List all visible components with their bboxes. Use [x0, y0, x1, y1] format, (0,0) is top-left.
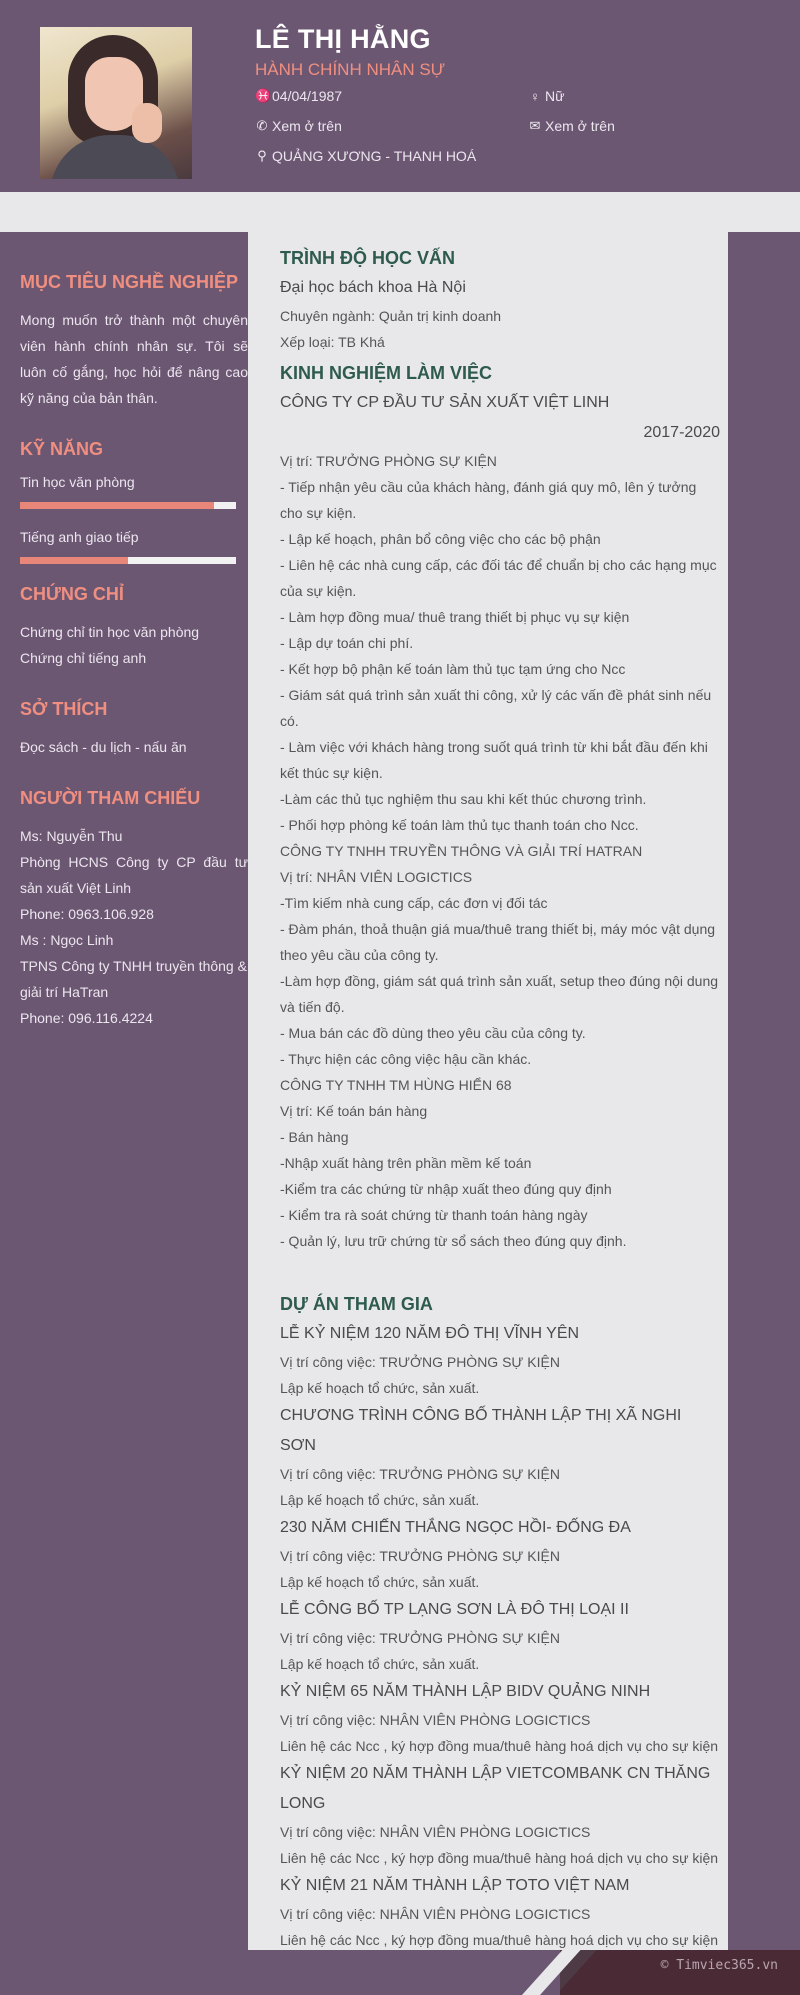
- gender-info: [528, 88, 564, 104]
- cv-header: [0, 0, 800, 192]
- experience-line: - Giám sát quá trình sản xuất thi công, xử lý các vấn đề phát sinh nếu có.: [280, 687, 712, 729]
- envelope-icon: ✉: [529, 118, 541, 133]
- experience-company: CÔNG TY CP ĐẦU TƯ SẢN XUẤT VIỆT LINH: [280, 394, 610, 411]
- watermark-text: © Timviec365.vn: [660, 1958, 778, 1973]
- project-item: [280, 1401, 720, 1513]
- project-item: [280, 1677, 720, 1759]
- experience-line: - Bán hàng: [280, 1129, 349, 1145]
- experience-line: - Lập kế hoạch, phân bổ công việc cho các bộ phận: [280, 531, 601, 547]
- skill-bar: [20, 502, 236, 509]
- project-position: Vị trí công việc: TRƯỞNG PHÒNG SỰ KIỆN: [280, 1466, 560, 1482]
- skill-bar: [20, 557, 236, 564]
- address-info: [255, 148, 476, 164]
- experience-line: - Tiếp nhận yêu cầu của khách hàng, đánh giá quy mô, lên ý tưởng cho sự kiện.: [280, 479, 697, 521]
- footer-left-panel: [0, 1950, 560, 1995]
- dob-info: [255, 88, 342, 104]
- address-value: QUẢNG XƯƠNG - THANH HOÁ: [272, 148, 477, 164]
- project-item: [280, 1513, 720, 1595]
- map-pin-icon: ⚲: [257, 148, 267, 163]
- female-icon: ♀: [530, 88, 540, 104]
- experience-line: -Tìm kiếm nhà cung cấp, các đơn vị đối tác: [280, 895, 548, 911]
- experience-line: - Kiểm tra rà soát chứng từ thanh toán hàng ngày: [280, 1207, 588, 1223]
- phone-value: Xem ở trên: [272, 118, 342, 134]
- experience-line: CÔNG TY TNHH TM HÙNG HIỂN 68: [280, 1077, 512, 1093]
- dob-value: 04/04/1987: [272, 88, 343, 104]
- project-task: Lập kế hoạch tổ chức, sản xuất.: [280, 1656, 480, 1672]
- experience-line: Vị trí: TRƯỞNG PHÒNG SỰ KIỆN: [280, 453, 497, 469]
- project-position: Vị trí công việc: TRƯỞNG PHÒNG SỰ KIỆN: [280, 1630, 560, 1646]
- experience-line: - Lập dự toán chi phí.: [280, 635, 414, 651]
- experience-line: -Kiểm tra các chứng từ nhập xuất theo đúng quy định: [280, 1181, 612, 1197]
- skill-label: Tin học văn phòng: [20, 474, 135, 490]
- project-task: Liên hệ các Ncc , ký hợp đồng mua/thuê hàng hoá dịch vụ cho sự kiện: [280, 1738, 719, 1754]
- reference-line: Phone: 096.116.4224: [20, 1010, 153, 1026]
- experience-line: Vị trí: Kế toán bán hàng: [280, 1103, 428, 1119]
- experience-line: -Làm hợp đồng, giám sát quá trình sản xuất, setup theo đúng nội dung và tiến độ.: [280, 973, 719, 1015]
- cv-footer: [0, 1950, 800, 1995]
- certificate-item: Chứng chỉ tiếng anh: [20, 650, 147, 666]
- hobbies-text: Đọc sách - du lịch - nấu ăn: [20, 739, 187, 755]
- experience-line: - Liên hệ các nhà cung cấp, các đối tác để chuẩn bị cho các hạng mục của sự kiện.: [280, 557, 717, 599]
- experience-line: -Nhập xuất hàng trên phần mềm kế toán: [280, 1155, 532, 1171]
- hobbies-title: SỞ THÍCH: [20, 699, 108, 719]
- project-task: Liên hệ các Ncc , ký hợp đồng mua/thuê hàng hoá dịch vụ cho sự kiện: [280, 1932, 719, 1948]
- education-major: Chuyên ngành: Quản trị kinh doanh: [280, 308, 502, 324]
- experience-line: - Làm việc với khách hàng trong suốt quá trình từ khi bắt đầu đến khi kết thúc sự kiện.: [280, 739, 708, 781]
- education-title: TRÌNH ĐỘ HỌC VẤN: [280, 248, 455, 268]
- reference-line: Ms : Ngọc Linh: [20, 932, 114, 948]
- education-school: Đại học bách khoa Hà Nội: [280, 279, 466, 296]
- project-name: 230 NĂM CHIẾN THẮNG NGỌC HỒI- ĐỐNG ĐA: [280, 1519, 631, 1536]
- project-position: Vị trí công việc: TRƯỞNG PHÒNG SỰ KIỆN: [280, 1548, 560, 1564]
- project-position: Vị trí công việc: TRƯỞNG PHÒNG SỰ KIỆN: [280, 1354, 560, 1370]
- project-name: LỄ KỶ NIỆM 120 NĂM ĐÔ THỊ VĨNH YÊN: [280, 1325, 580, 1342]
- birthday-cake-icon: ♓: [255, 88, 272, 103]
- objective-text: Mong muốn trở thành một chuyên viên hành chính nhân sự. Tôi sẽ luôn cố gắng, học hỏi để nâng cao kỹ năng của bản thân.: [20, 312, 248, 406]
- reference-line: Phone: 0963.106.928: [20, 906, 154, 922]
- reference-line: TPNS Công ty TNHH truyền thông & giải trí HaTran: [20, 958, 247, 1000]
- education-grade: Xếp loại: TB Khá: [280, 334, 385, 350]
- skill-fill: [20, 502, 214, 509]
- experience-period: 2017-2020: [643, 424, 720, 441]
- project-task: Liên hệ các Ncc , ký hợp đồng mua/thuê hàng hoá dịch vụ cho sự kiện: [280, 1850, 719, 1866]
- email-info: [528, 118, 615, 134]
- project-task: Lập kế hoạch tổ chức, sản xuất.: [280, 1380, 480, 1396]
- projects-title: DỰ ÁN THAM GIA: [280, 1294, 433, 1314]
- experience-line: - Đàm phán, thoả thuận giá mua/thuê trang thiết bị, máy móc vật dụng theo yêu cầu của công ty.: [280, 921, 716, 963]
- objective-title: MỤC TIÊU NGHỀ NGHIỆP: [20, 272, 239, 292]
- experience-line: - Thực hiện các công việc hậu cần khác.: [280, 1051, 532, 1067]
- candidate-name: LÊ THỊ HẰNG: [255, 24, 431, 54]
- certificate-item: Chứng chỉ tin học văn phòng: [20, 624, 200, 640]
- email-value: Xem ở trên: [545, 118, 615, 134]
- phone-icon: ✆: [256, 118, 268, 133]
- project-name: KỶ NIỆM 21 NĂM THÀNH LẬP TOTO VIỆT NAM: [280, 1877, 630, 1894]
- experience-line: - Phối hợp phòng kế toán làm thủ tục thanh toán cho Ncc.: [280, 817, 639, 833]
- project-position: Vị trí công việc: NHÂN VIÊN PHÒNG LOGICTICS: [280, 1906, 591, 1922]
- skill-fill: [20, 557, 128, 564]
- certificates-title: CHỨNG CHỈ: [20, 584, 124, 604]
- experience-line: Vị trí: NHÂN VIÊN LOGICTICS: [280, 869, 473, 885]
- experience-line: - Kết hợp bộ phận kế toán làm thủ tục tạm ứng cho Ncc: [280, 661, 626, 677]
- profile-photo: [40, 27, 192, 179]
- project-task: Lập kế hoạch tổ chức, sản xuất.: [280, 1492, 480, 1508]
- project-item: [280, 1759, 720, 1871]
- experience-title: KINH NGHIỆM LÀM VIỆC: [280, 363, 493, 383]
- project-name: KỶ NIỆM 20 NĂM THÀNH LẬP VIETCOMBANK CN THĂNG LONG: [280, 1765, 711, 1812]
- references-title: NGƯỜI THAM CHIẾU: [20, 788, 201, 808]
- experience-line: -Làm các thủ tục nghiệm thu sau khi kết thúc chương trình.: [280, 791, 647, 807]
- project-task: Lập kế hoạch tổ chức, sản xuất.: [280, 1574, 480, 1590]
- project-name: CHƯƠNG TRÌNH CÔNG BỐ THÀNH LẬP THỊ XÃ NGHI SƠN: [280, 1407, 682, 1454]
- experience-line: - Mua bán các đồ dùng theo yêu cầu của công ty.: [280, 1025, 586, 1041]
- experience-line: - Làm hợp đồng mua/ thuê trang thiết bị phục vụ sự kiện: [280, 609, 630, 625]
- project-name: KỶ NIỆM 65 NĂM THÀNH LẬP BIDV QUẢNG NINH: [280, 1683, 651, 1700]
- project-position: Vị trí công việc: NHÂN VIÊN PHÒNG LOGICTICS: [280, 1824, 591, 1840]
- experience-line: - Quản lý, lưu trữ chứng từ sổ sách theo đúng quy định.: [280, 1233, 627, 1249]
- skills-title: KỸ NĂNG: [20, 439, 104, 459]
- main-content: [248, 232, 728, 1950]
- project-item: [280, 1871, 720, 1953]
- candidate-role: HÀNH CHÍNH NHÂN SỰ: [255, 60, 446, 79]
- project-position: Vị trí công việc: NHÂN VIÊN PHÒNG LOGICTICS: [280, 1712, 591, 1728]
- sidebar: [0, 232, 248, 1031]
- phone-info: [255, 118, 342, 134]
- gender-value: Nữ: [545, 88, 565, 104]
- reference-line: Phòng HCNS Công ty CP đầu tư sản xuất Việt Linh: [20, 854, 248, 896]
- project-item: [280, 1319, 720, 1401]
- project-name: LỄ CÔNG BỐ TP LẠNG SƠN LÀ ĐÔ THỊ LOẠI II: [280, 1601, 629, 1618]
- header-divider-band: [0, 192, 800, 232]
- project-item: [280, 1595, 720, 1677]
- reference-line: Ms: Nguyễn Thu: [20, 828, 123, 844]
- experience-line: CÔNG TY TNHH TRUYỀN THÔNG VÀ GIẢI TRÍ HATRAN: [280, 843, 643, 859]
- skill-label: Tiếng anh giao tiếp: [20, 529, 139, 545]
- experience-list: [280, 448, 720, 1254]
